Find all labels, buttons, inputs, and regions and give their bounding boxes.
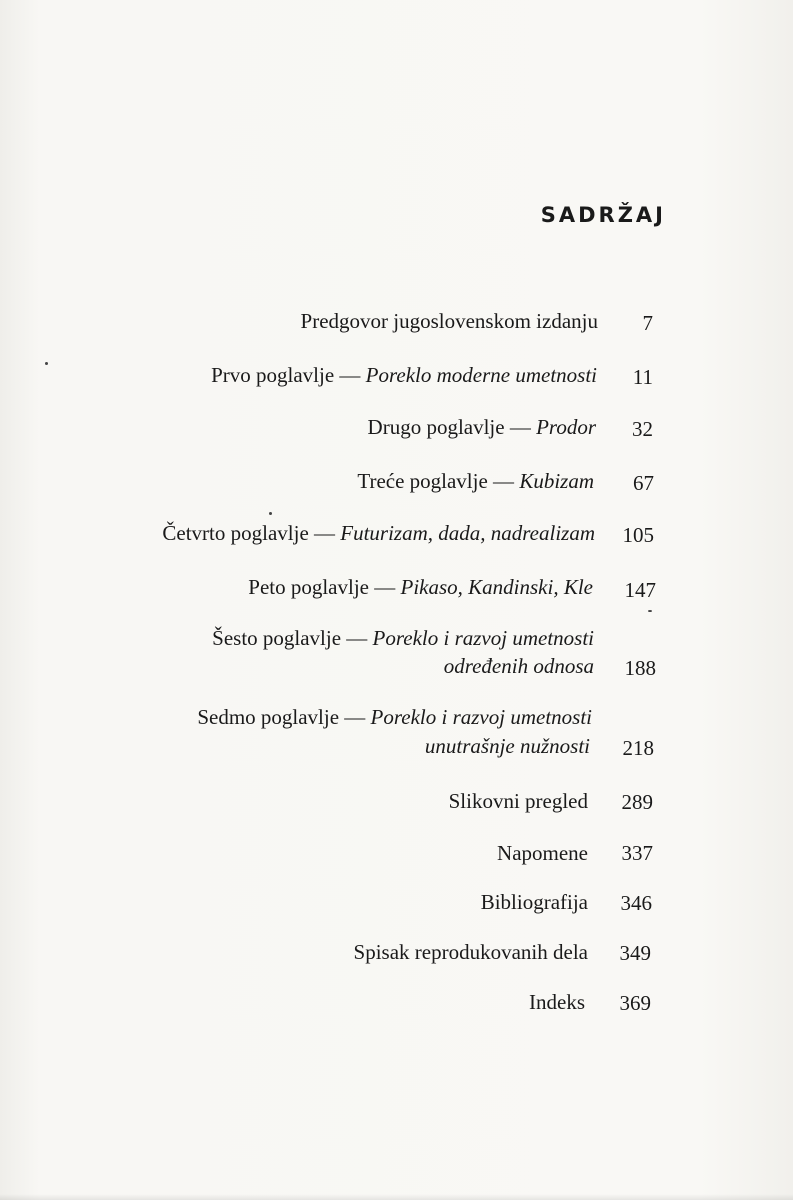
toc-entry-page: 337: [621, 841, 653, 865]
toc-entry-label: Predgovor jugoslovenskom izdanju: [300, 309, 598, 333]
print-speck: [45, 362, 48, 365]
toc-entry-page: 32: [632, 417, 653, 441]
toc-entry-page: 67: [633, 471, 654, 495]
toc-entry-page: 289: [621, 790, 653, 814]
toc-entry-label: Šesto poglavlje — Poreklo i razvoj umetnosti: [212, 626, 594, 650]
toc-entry-label: Spisak reprodukovanih dela: [353, 940, 588, 964]
toc-entry-page: 105: [622, 523, 654, 547]
toc-entry-label: Četvrto poglavlje — Futurizam, dada, nadrealizam: [162, 521, 595, 545]
toc-entry-label: Prvo poglavlje — Poreklo moderne umetnosti: [211, 363, 597, 387]
page-edge: [0, 1194, 793, 1200]
toc-entry-page: 7: [642, 311, 653, 335]
print-speck: [648, 610, 652, 612]
toc-entry-page: 369: [619, 991, 651, 1015]
toc-entry-label-continued: unutrašnje nužnosti: [424, 734, 590, 758]
toc-entry-label: Slikovni pregled: [448, 789, 588, 813]
toc-entry-label: Indeks: [529, 990, 585, 1014]
toc-entry-page: 349: [619, 941, 651, 965]
toc-entry-label: Peto poglavlje — Pikaso, Kandinski, Kle: [248, 575, 593, 599]
toc-entry-page: 188: [624, 656, 656, 680]
toc-entry-label: Napomene: [497, 841, 588, 865]
toc-entry-label: Drugo poglavlje — Prodor: [367, 415, 596, 439]
toc-entry-page: 218: [622, 736, 654, 760]
toc-entry-label: Sedmo poglavlje — Poreklo i razvoj umetnosti: [197, 705, 592, 729]
toc-entry-page: 346: [620, 891, 652, 915]
toc-entry-label-continued: određenih odnosa: [443, 654, 594, 678]
toc-entry-page: 147: [624, 578, 656, 602]
toc-entry-label: Treće poglavlje — Kubizam: [357, 469, 594, 493]
toc-entry-label: Bibliografija: [480, 890, 588, 914]
print-speck: [269, 512, 272, 515]
page-title: SADRŽAJ: [540, 203, 666, 227]
toc-entry-page: 11: [632, 365, 653, 389]
